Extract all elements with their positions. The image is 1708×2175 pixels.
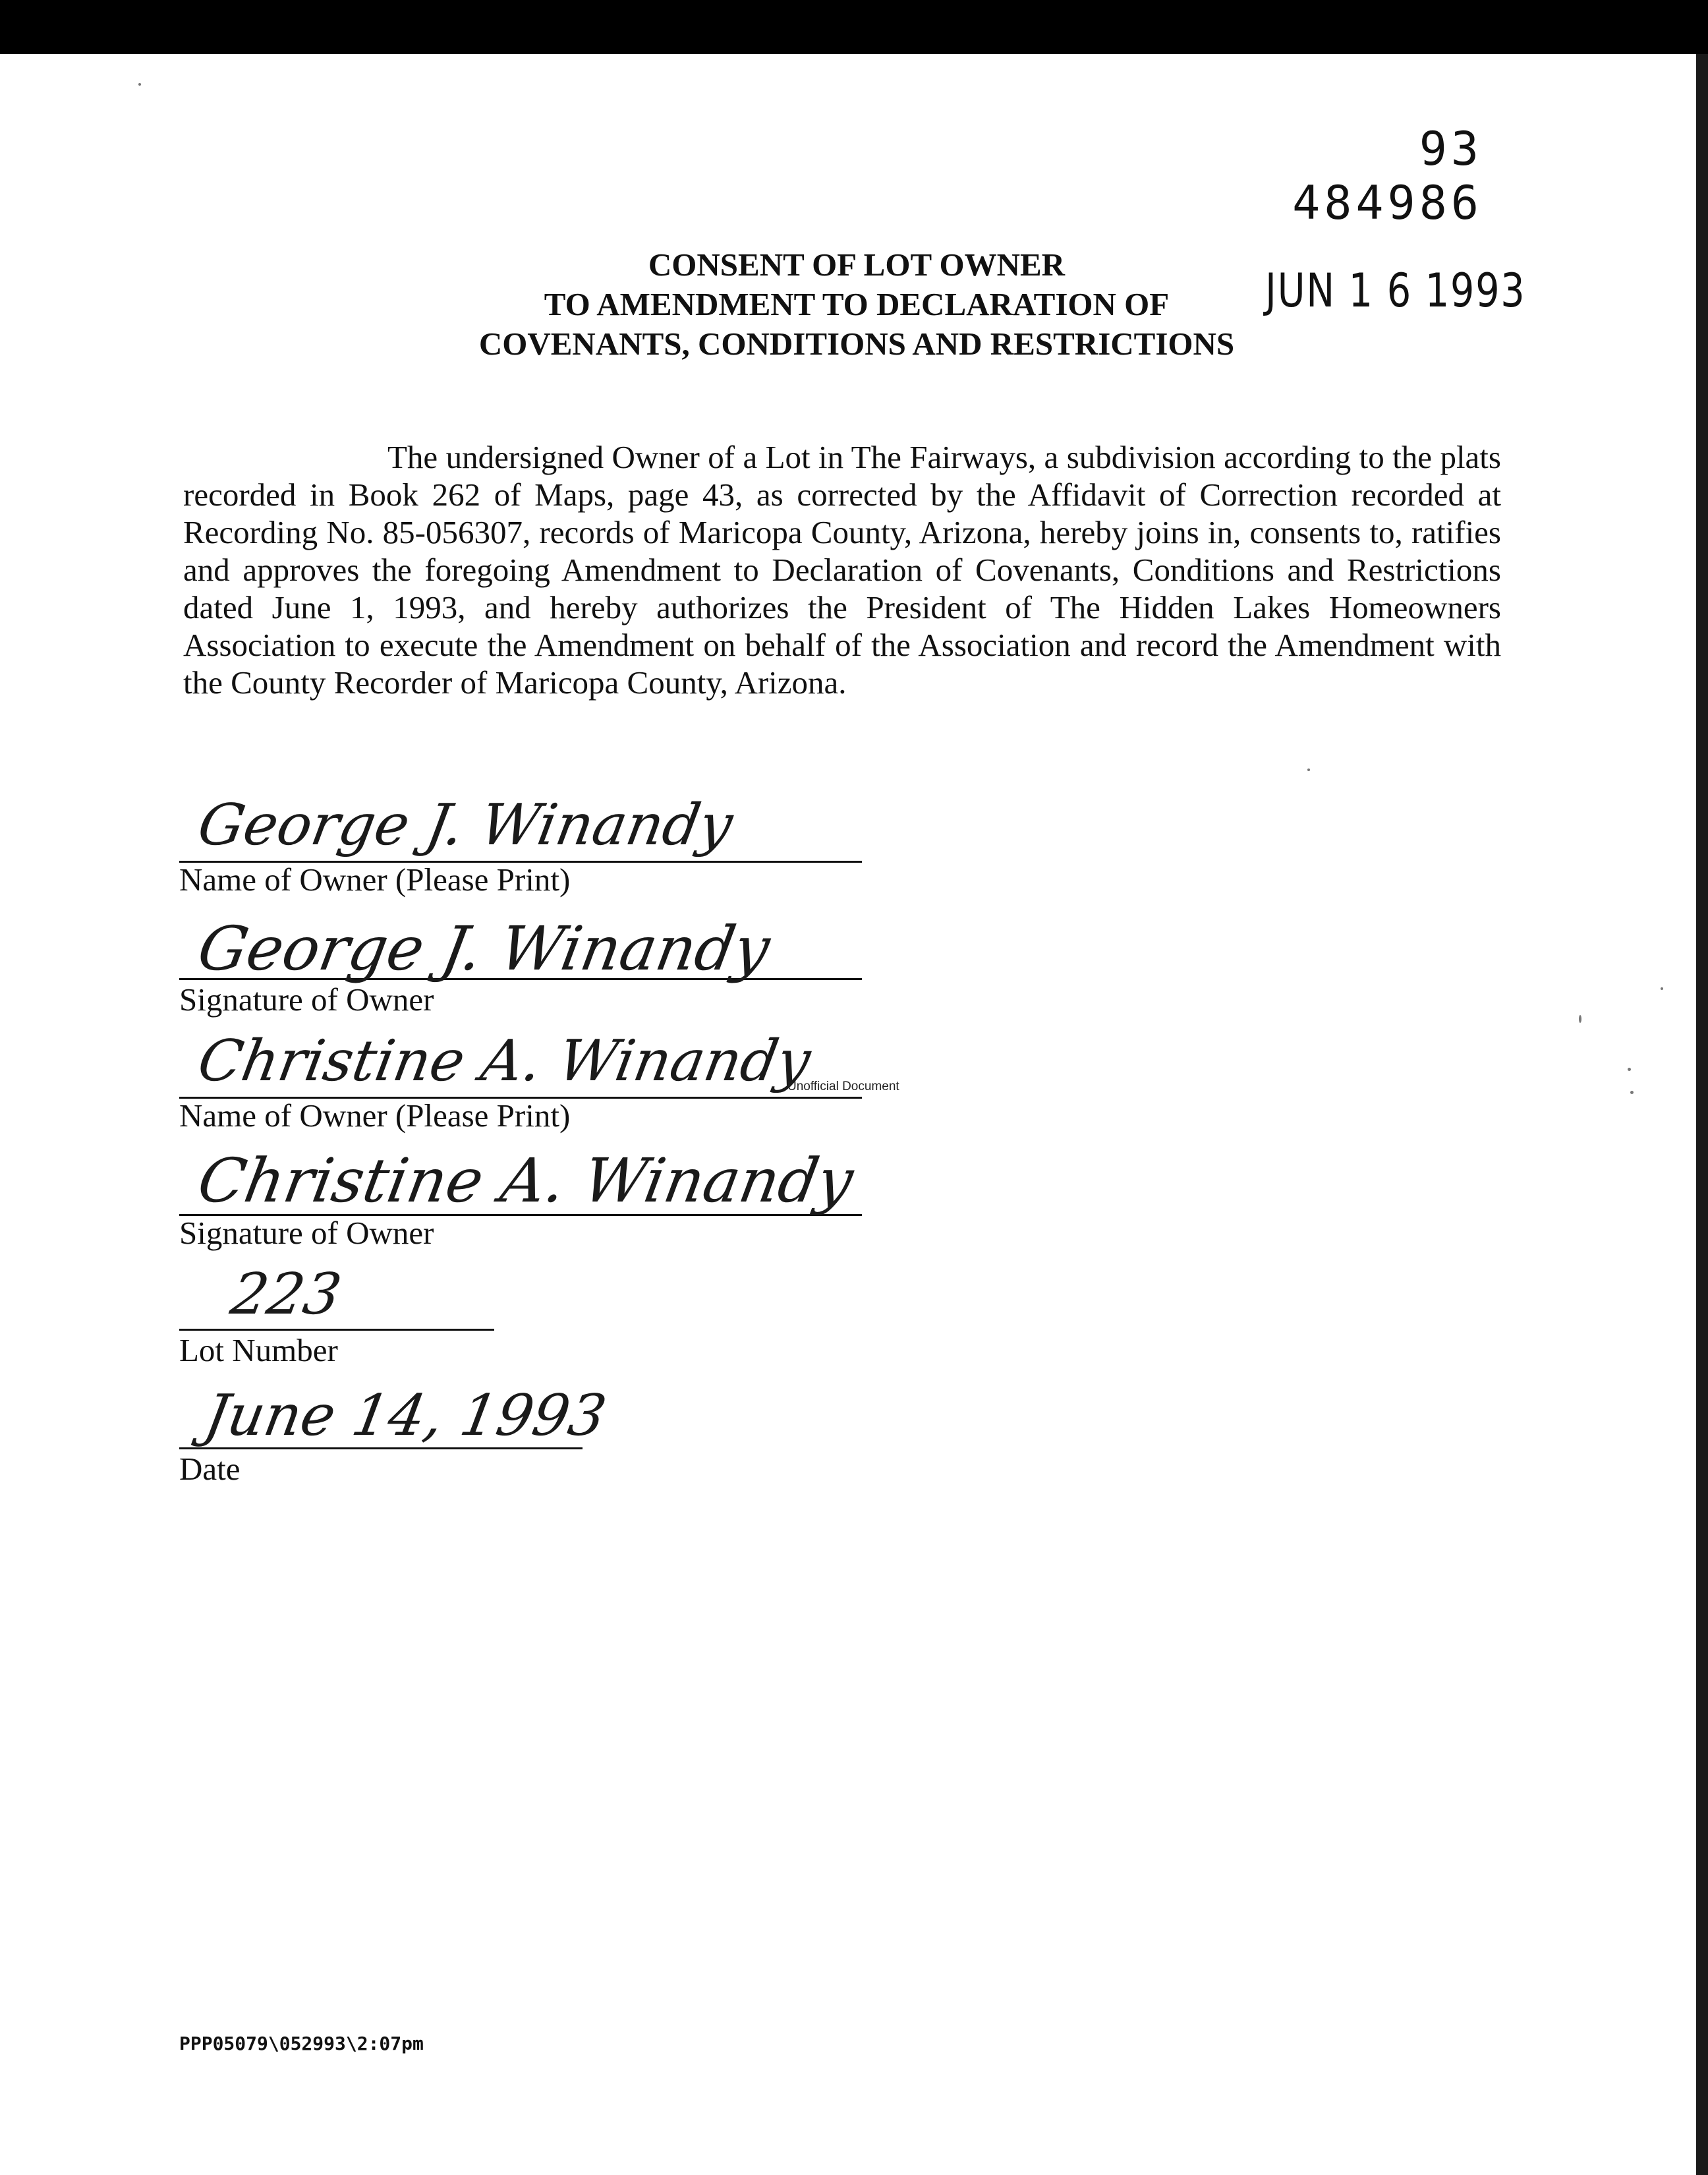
owner2-name-handwriting: Christine A. Winandy xyxy=(193,1028,816,1094)
scan-speck xyxy=(1661,987,1663,990)
lot-number-handwriting: 223 xyxy=(226,1262,346,1327)
consent-paragraph: The undersigned Owner of a Lot in The Fairways, a subdivision according to the plats recorded in Book 262 of Maps, page 43, as corrected by the Affidavit of Correction recorded at Recording No. 85-056307, records of Maricopa County, Arizona, hereby joins in, consents to, ratifies and approves the foregoing Amendment to Declaration of Covenants, Conditions and Restrictions dated June 1, 1993, and hereby authorizes the President of The Hidden Lakes Homeowners Association to execute the Amendment on behalf of the Association and record the Amendment with the County Recorder of Maricopa County, Arizona. xyxy=(183,439,1501,701)
date-label: Date xyxy=(179,1451,241,1487)
scan-top-border xyxy=(0,0,1708,54)
owner2-signature-label: Signature of Owner xyxy=(179,1215,434,1251)
scan-right-edge xyxy=(1696,54,1708,2175)
scan-speck xyxy=(1628,1068,1631,1071)
document-title xyxy=(395,245,1318,364)
owner2-signature: Christine A. Winandy xyxy=(192,1146,859,1216)
title-line-1: CONSENT OF LOT OWNER xyxy=(648,246,1066,283)
scan-speck xyxy=(1579,1015,1581,1023)
lot-number-label: Lot Number xyxy=(179,1332,338,1368)
date-stamp: JUN 1 6 1993 xyxy=(1265,264,1526,318)
unofficial-watermark: Unofficial Document xyxy=(787,1080,899,1093)
title-line-3: COVENANTS, CONDITIONS AND RESTRICTIONS xyxy=(478,326,1235,362)
owner1-name-label: Name of Owner (Please Print) xyxy=(179,861,571,898)
signature-line xyxy=(179,1329,494,1331)
document-number: 93 484986 xyxy=(1292,122,1483,230)
owner2-name-label: Name of Owner (Please Print) xyxy=(179,1097,571,1134)
date-handwriting: June 14, 1993 xyxy=(200,1383,612,1449)
owner1-signature-label: Signature of Owner xyxy=(179,981,434,1018)
title-line-2: TO AMENDMENT TO DECLARATION OF xyxy=(544,286,1170,322)
scan-speck xyxy=(1307,768,1310,771)
scan-speck xyxy=(138,83,141,86)
scan-speck xyxy=(1630,1091,1634,1094)
owner1-name-handwriting: George J. Winandy xyxy=(193,792,738,858)
footer-file-code: PPP05079\052993\2:07pm xyxy=(179,2033,424,2054)
owner1-signature: George J. Winandy xyxy=(192,914,776,984)
